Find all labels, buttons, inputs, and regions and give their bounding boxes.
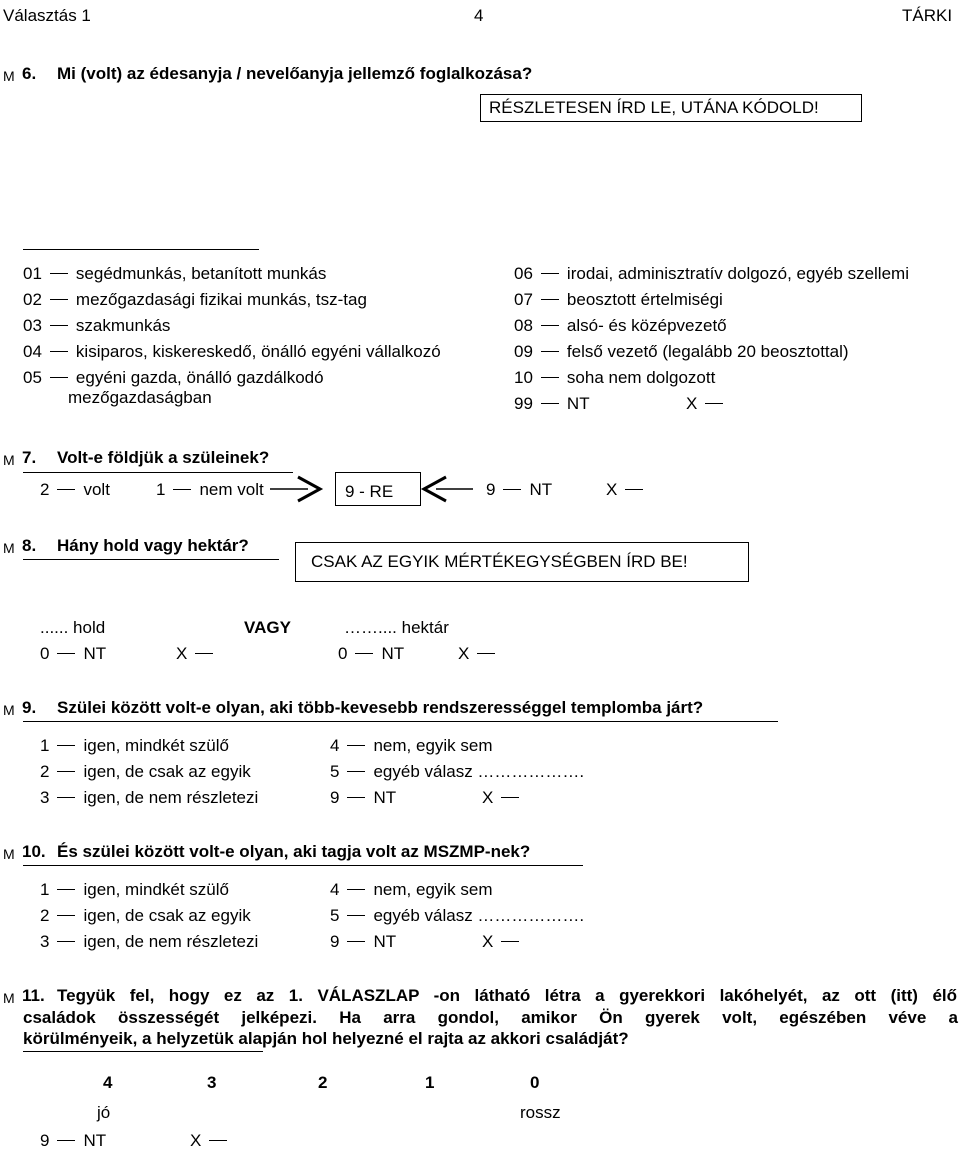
option-code: 02 <box>23 290 42 309</box>
option: 5 egyéb válasz ………………. <box>330 762 585 781</box>
q8-marker: M <box>3 540 15 556</box>
q9-number: 9. <box>22 698 37 717</box>
q7-question: Volt-e földjük a szüleinek? <box>57 448 270 467</box>
answer-line <box>23 721 778 722</box>
q9-question: Szülei között volt-e olyan, aki több-kevesebb rendszerességgel templomba járt? <box>57 698 704 717</box>
answer-line <box>23 249 259 250</box>
option: 1 nem volt <box>156 480 264 499</box>
option-code: 10 <box>514 368 533 387</box>
option: 4 nem, egyik sem <box>330 880 493 899</box>
option-code: 07 <box>514 290 533 309</box>
option <box>514 264 909 284</box>
option <box>23 290 367 310</box>
option-label: mezőgazdasági fizikai munkás, tsz-tag <box>75 290 367 309</box>
q8-question: Hány hold vagy hektár? <box>57 536 249 555</box>
option: 3 igen, de nem részletezi <box>40 788 259 807</box>
q8-number: 8. <box>22 536 37 555</box>
answer-line <box>23 559 279 560</box>
scale-value[interactable]: 4 <box>103 1073 113 1092</box>
option-x: X <box>606 480 651 500</box>
q6-question: Mi (volt) az édesanyja / nevelőanyja jellemző foglalkozása? <box>57 64 533 83</box>
option-code: 03 <box>23 316 42 335</box>
option-label: beosztott értelmiségi <box>566 290 723 309</box>
option-x: X <box>482 932 527 952</box>
option-x: X <box>190 1131 235 1151</box>
scale-value[interactable]: 1 <box>425 1073 435 1092</box>
option-code: 08 <box>514 316 533 335</box>
option-label: egyéni gazda, önálló gazdálkodó <box>75 368 324 387</box>
answer-line <box>23 472 293 473</box>
scale-value[interactable]: 0 <box>530 1073 540 1092</box>
option <box>514 290 723 310</box>
option-code: 01 <box>23 264 42 283</box>
option-x: X <box>458 644 503 664</box>
option-code: 05 <box>23 368 42 387</box>
option-x: X <box>686 394 731 414</box>
q7-number: 7. <box>22 448 37 467</box>
q11-question-line: családok összességét jelképezi. Ha arra gondol, amikor Ön gyerek volt, egészében véve a <box>23 1008 958 1027</box>
option <box>514 368 715 388</box>
option: 2 volt <box>40 480 110 499</box>
header-right: TÁRKI <box>902 6 953 25</box>
option: 9 NT <box>40 1131 107 1150</box>
option: 0 NT <box>40 644 107 663</box>
q9-marker: M <box>3 702 15 718</box>
option-label: kisiparos, kiskereskedő, önálló egyéni vállalkozó <box>75 342 441 361</box>
q10-question: És szülei között volt-e olyan, aki tagja volt az MSZMP-nek? <box>57 842 531 861</box>
option <box>23 368 324 388</box>
option-label: szakmunkás <box>75 316 171 335</box>
q11-question-line: körülményeik, a helyzetük alapján hol helyezné el rajta az akkori családját? <box>23 1029 629 1048</box>
option <box>23 316 170 336</box>
vagy-label: VAGY <box>244 618 291 637</box>
q7-marker: M <box>3 452 15 468</box>
option-code: 09 <box>514 342 533 361</box>
q8-instruction: CSAK AZ EGYIK MÉRTÉKEGYSÉGBEN ÍRD BE! <box>311 552 688 571</box>
q6-number: 6. <box>22 64 37 83</box>
option-label: felső vezető (legalább 20 beosztottal) <box>566 342 849 361</box>
option: 1 igen, mindkét szülő <box>40 736 229 755</box>
option-label: segédmunkás, betanított munkás <box>75 264 327 283</box>
option-label: irodai, adminisztratív dolgozó, egyéb szellemi <box>566 264 909 283</box>
option <box>23 342 441 362</box>
q6-instruction: RÉSZLETESEN ÍRD LE, UTÁNA KÓDOLD! <box>489 98 819 117</box>
q11-question-line: Tegyük fel, hogy ez az 1. VÁLASZLAP -on látható létra a gyerekkori lakóhelyét, az ott (itt) élő <box>57 986 957 1005</box>
scale-value[interactable]: 3 <box>207 1073 217 1092</box>
option-code: 99 <box>514 394 533 413</box>
route-box-label: 9 - RE <box>345 482 394 501</box>
option-label: alsó- és középvezető <box>566 316 727 335</box>
answer-line <box>23 1051 263 1052</box>
option-label: NT <box>566 394 590 413</box>
option-x: X <box>482 788 527 808</box>
option <box>514 316 727 336</box>
hold-field[interactable]: ...... hold <box>40 618 106 637</box>
option: 3 igen, de nem részletezi <box>40 932 259 951</box>
option-continuation: mezőgazdaságban <box>68 388 212 407</box>
option: 2 igen, de csak az egyik <box>40 762 251 781</box>
option <box>514 394 590 414</box>
option-code: 04 <box>23 342 42 361</box>
page-number: 4 <box>474 6 484 25</box>
option: 5 egyéb válasz ………………. <box>330 906 585 925</box>
scale-bad-label: rossz <box>520 1103 561 1122</box>
option <box>514 342 849 362</box>
q11-marker: M <box>3 990 15 1006</box>
option-label: soha nem dolgozott <box>566 368 716 387</box>
scale-value[interactable]: 2 <box>318 1073 328 1092</box>
option: 9 NT <box>486 480 553 499</box>
q11-number: 11. <box>22 986 45 1005</box>
q10-marker: M <box>3 846 15 862</box>
q10-number: 10. <box>22 842 46 861</box>
option-x: X <box>176 644 221 664</box>
option: 1 igen, mindkét szülő <box>40 880 229 899</box>
option <box>23 264 326 284</box>
option: 9 NT <box>330 788 397 807</box>
scale-good-label: jó <box>97 1103 111 1122</box>
option: 9 NT <box>330 932 397 951</box>
option: 2 igen, de csak az egyik <box>40 906 251 925</box>
q6-marker: M <box>3 68 15 84</box>
option: 4 nem, egyik sem <box>330 736 493 755</box>
option-code: 06 <box>514 264 533 283</box>
answer-line <box>23 865 583 866</box>
option: 0 NT <box>338 644 405 663</box>
header-left: Választás 1 <box>3 6 91 25</box>
hektar-field[interactable]: …….... hektár <box>344 618 449 637</box>
